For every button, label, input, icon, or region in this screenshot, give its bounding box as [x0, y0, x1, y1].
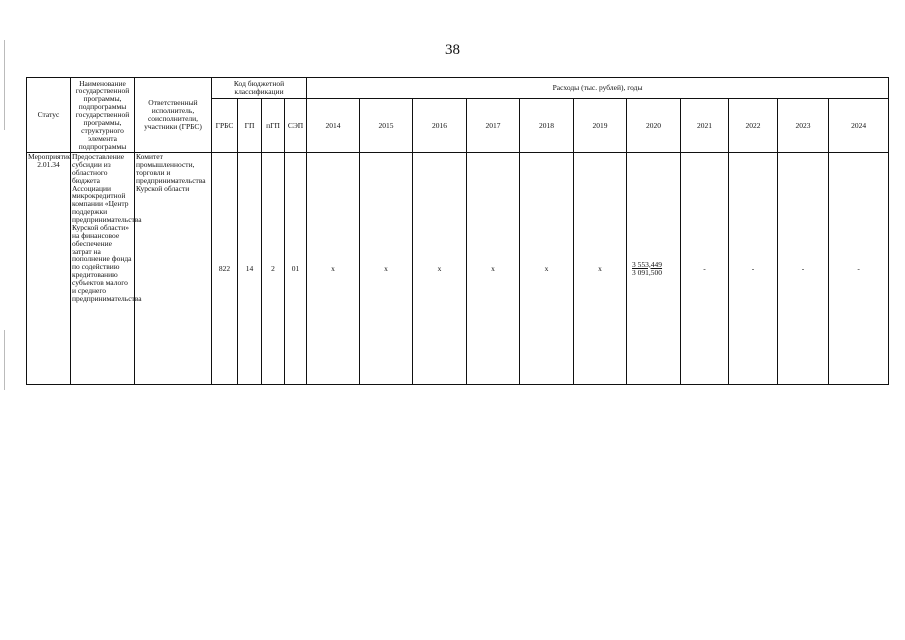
binding-mark — [4, 330, 5, 390]
header-year: 2022 — [729, 99, 778, 153]
page-number: 38 — [445, 42, 460, 58]
header-year: 2023 — [778, 99, 829, 153]
row-status: Мероприятие 2.01.34 — [27, 153, 71, 385]
budget-table — [26, 77, 889, 385]
row-value-2020 — [627, 153, 681, 385]
header-program-name: Наименование государственной программы, подпрограммы государственной программы, структурного элемента подпрограммы — [71, 78, 135, 153]
row-responsible: Комитет промышленности, торговли и предпринимательства Курской области — [135, 153, 212, 385]
row-value: x — [520, 153, 574, 385]
value-2020-line1: 3 553,449 — [632, 259, 663, 269]
header-code-col: ГП — [238, 99, 262, 153]
header-code-col: ГРБС — [212, 99, 238, 153]
header-year: 2017 — [467, 99, 520, 153]
row-name: Предоставление субсидии из областного бюджета Ассоциации микрокредитной компании «Центр поддержки предпринимательства Курской области» на финансовое обеспечение затрат на пополнение фонда по содействию кредитованию субъектов малого и среднего предпринимательства — [71, 153, 135, 385]
header-code-col: СЭП — [285, 99, 307, 153]
header-row-1 — [27, 78, 889, 99]
value-2020-line2: 3 091,500 — [632, 267, 663, 277]
row-value: - — [829, 153, 889, 385]
header-responsible: Ответственный исполнитель, соисполнители, участники (ГРБС) — [135, 78, 212, 153]
header-expenses: Расходы (тыс. рублей), годы — [307, 78, 889, 99]
row-code: 2 — [262, 153, 285, 385]
row-value: - — [681, 153, 729, 385]
row-value: - — [778, 153, 829, 385]
row-code: 822 — [212, 153, 238, 385]
row-code: 01 — [285, 153, 307, 385]
row-value: x — [360, 153, 413, 385]
header-year: 2015 — [360, 99, 413, 153]
header-status: Статус — [27, 78, 71, 153]
row-code: 14 — [238, 153, 262, 385]
row-value: - — [729, 153, 778, 385]
row-value: x — [307, 153, 360, 385]
header-year: 2021 — [681, 99, 729, 153]
header-year: 2024 — [829, 99, 889, 153]
header-year: 2016 — [413, 99, 467, 153]
header-year: 2020 — [627, 99, 681, 153]
header-code-col: пГП — [262, 99, 285, 153]
row-value: x — [467, 153, 520, 385]
table-row — [27, 153, 889, 385]
header-year: 2019 — [574, 99, 627, 153]
row-value: x — [413, 153, 467, 385]
header-year: 2014 — [307, 99, 360, 153]
row-value: x — [574, 153, 627, 385]
header-year: 2018 — [520, 99, 574, 153]
header-budget-code: Код бюджетной классификации — [212, 78, 307, 99]
